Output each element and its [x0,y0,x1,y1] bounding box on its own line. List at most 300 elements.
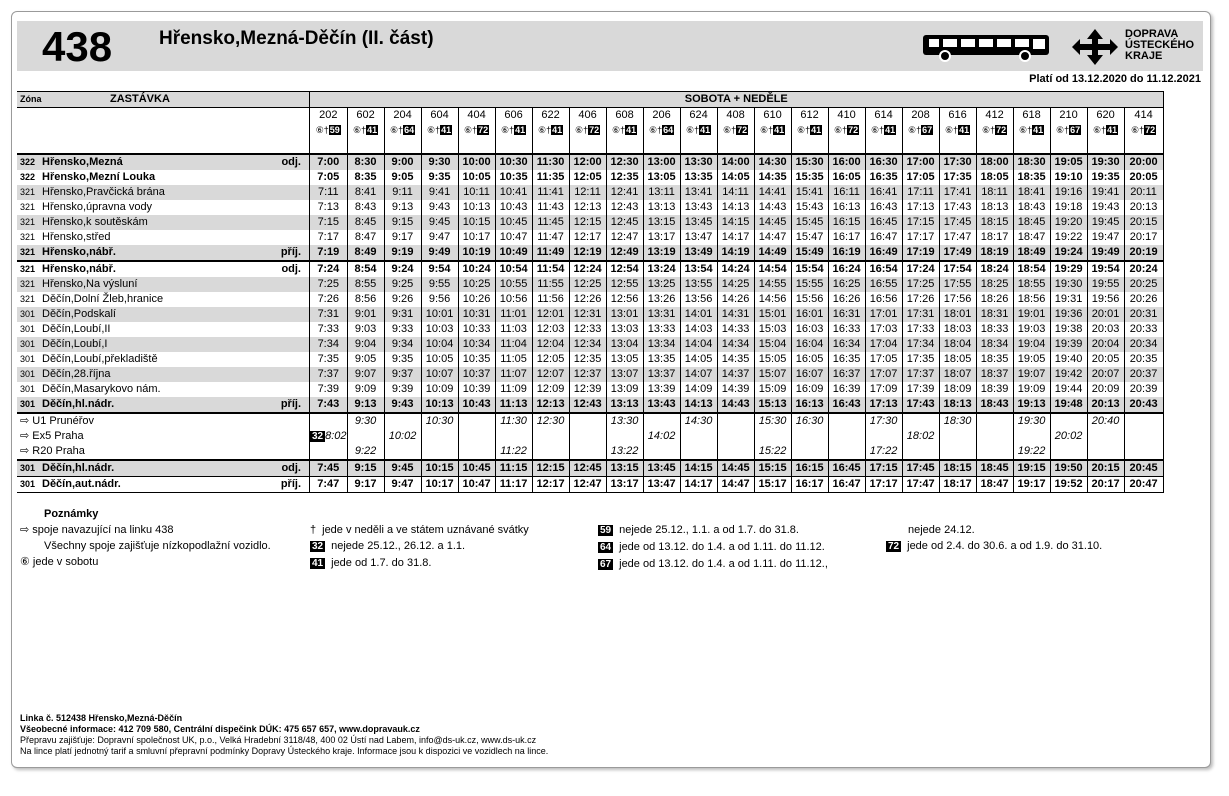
departure-time: 12:47 [569,477,606,493]
connection-text: ⇨ R20 Praha [20,445,85,457]
departure-time: 10:19 [458,245,495,261]
zone-number: 322 [20,172,36,182]
departure-time: 12:01 [532,307,569,322]
departure-time: 16:05 [828,170,865,185]
trip-code-mark: ⑥†72 [723,125,748,135]
departure-time: 19:41 [1087,185,1124,200]
departure-time: 10:13 [458,200,495,215]
trip-number: 210 [1050,108,1087,124]
departure-time: 17:55 [939,277,976,292]
note-code-†: † [310,524,317,536]
departure-time: 20:31 [1124,307,1163,322]
connection-time [347,429,384,444]
departure-time: 20:39 [1124,382,1163,397]
departure-time: 17:00 [902,154,939,170]
departure-time: 13:04 [606,337,643,352]
connection-time: 13:22 [606,444,643,460]
departure-time: 7:05 [310,170,348,185]
departure-time: 18:54 [1013,261,1050,277]
trip-number: 624 [680,108,717,124]
departure-time: 17:54 [939,261,976,277]
departure-time: 18:41 [1013,185,1050,200]
trip-number: 618 [1013,108,1050,124]
stop-name: Děčín,28.října [42,368,111,380]
departure-time: 12:04 [532,337,569,352]
stop-name-cell [17,245,310,261]
connection-time: 15:22 [754,444,791,460]
departure-time: 18:45 [976,460,1013,477]
departure-time: 11:56 [532,292,569,307]
trip-code [791,123,828,138]
connection-time [458,413,495,429]
departure-time: 13:34 [643,337,680,352]
trip-code [976,123,1013,138]
trip-code-mark: ⑥†64 [649,125,674,135]
departure-time: 14:07 [680,367,717,382]
stop-spacer [17,108,310,124]
departure-time: 9:45 [421,215,458,230]
departure-time: 17:30 [939,154,976,170]
connection-time [865,429,902,444]
departure-time: 15:13 [754,397,791,413]
departure-time: 14:05 [680,352,717,367]
trip-code-mark: ⑥†67 [908,125,933,135]
departure-time: 9:19 [384,245,421,261]
timetable-row [17,322,1163,337]
departure-time: 11:55 [532,277,569,292]
departure-time: 9:31 [384,307,421,322]
departure-time: 10:15 [458,215,495,230]
departure-time: 18:09 [939,382,976,397]
departure-time: 19:05 [1050,154,1087,170]
departure-time: 7:25 [310,277,348,292]
departure-time: 13:15 [606,460,643,477]
note-low-floor: Všechny spoje zajišťuje nízkopodlažní vozidlo. [44,540,271,552]
trip-code [532,123,569,138]
departure-time: 18:01 [939,307,976,322]
departure-time: 18:30 [1013,154,1050,170]
departure-time: 13:54 [680,261,717,277]
departure-time: 11:30 [532,154,569,170]
departure-time: 13:03 [606,322,643,337]
connection-time [458,429,495,444]
departure-time: 15:07 [754,367,791,382]
stop-name: Hřensko,Na výsluní [42,278,138,290]
departure-time: 13:47 [643,477,680,493]
departure-time: 7:47 [310,477,348,493]
departure-time: 13:43 [680,200,717,215]
connection-time [1013,429,1050,444]
trip-code-mark: ⑥†72 [982,125,1007,135]
trip-code-number: 72 [1145,125,1156,135]
departure-time: 7:37 [310,367,348,382]
departure-time: 12:37 [569,367,606,382]
departure-time: 9:15 [384,215,421,230]
connection-time [1124,444,1163,460]
departure-time: 11:05 [495,352,532,367]
trip-number: 408 [717,108,754,124]
notes-title: Poznámky [44,508,99,520]
departure-time: 9:47 [421,230,458,245]
departure-time: 18:07 [939,367,976,382]
note-item [598,539,828,556]
trip-code-number: 41 [367,125,378,135]
zone-number: 321 [20,264,36,274]
departure-time: 16:13 [791,397,828,413]
departure-time: 18:05 [939,352,976,367]
departure-time: 9:43 [421,200,458,215]
connection-time [939,429,976,444]
departure-time: 16:19 [828,245,865,261]
departure-time: 12:39 [569,382,606,397]
departure-time: 17:41 [939,185,976,200]
connection-time [902,444,939,460]
departure-time: 9:39 [384,382,421,397]
connection-time [310,444,348,460]
connection-time [1087,429,1124,444]
connection-time [421,429,458,444]
logo-text: DOPRAVA ÚSTECKÉHO KRAJE [1125,28,1195,62]
departure-time: 16:55 [865,277,902,292]
departure-time: 7:34 [310,337,348,352]
stop-name-cell [17,277,310,292]
notes-col1 [20,506,271,570]
departure-time: 9:41 [421,185,458,200]
departure-time: 20:11 [1124,185,1163,200]
departure-time: 15:09 [754,382,791,397]
connection-time [643,413,680,429]
connection-label [17,444,310,460]
departure-time: 18:39 [976,382,1013,397]
stop-name-cell [17,200,310,215]
departure-time: 10:09 [421,382,458,397]
departure-time: 9:13 [347,397,384,413]
departure-time: 19:04 [1013,337,1050,352]
trip-code-number: 67 [922,125,933,135]
departure-time: 18:34 [976,337,1013,352]
departure-time: 17:17 [902,230,939,245]
stop-name-cell [17,170,310,185]
departure-time: 11:13 [495,397,532,413]
zone-number: 301 [20,339,36,349]
trip-number: 608 [606,108,643,124]
stop-label: ZASTÁVKA [110,93,170,105]
departure-time: 17:43 [939,200,976,215]
departure-time: 17:47 [939,230,976,245]
departure-time: 19:42 [1050,367,1087,382]
departure-time: 7:00 [310,154,348,170]
stop-name-cell [17,154,310,170]
departure-time: 19:55 [1087,277,1124,292]
connection-time: 12:30 [532,413,569,429]
departure-time: 10:00 [458,154,495,170]
stop-name-cell [17,352,310,367]
departure-time: 14:19 [717,245,754,261]
stop-name: Hřensko,Pravčická brána [42,186,165,198]
trip-number: 620 [1087,108,1124,124]
departure-time: 12:26 [569,292,606,307]
spacer-cell [643,138,680,154]
trip-code-mark: ⑥†41 [1093,125,1118,135]
departure-time: 13:00 [643,154,680,170]
departure-time: 16:11 [828,185,865,200]
departure-time: 13:30 [680,154,717,170]
departure-time: 10:47 [458,477,495,493]
connection-time [1087,444,1124,460]
trip-code-mark: ⑥†72 [464,125,489,135]
note-item [310,538,529,555]
departure-time: 12:43 [606,200,643,215]
departure-time: 12:24 [569,261,606,277]
departure-time: 9:05 [347,352,384,367]
departure-time: 9:17 [347,477,384,493]
stop-name: Děčín,hl.nádr. [42,398,115,410]
note-item [598,522,828,539]
departure-time: 12:41 [606,185,643,200]
departure-time: 13:41 [680,185,717,200]
departure-time: 12:19 [569,245,606,261]
trip-number: 202 [310,108,348,124]
departure-time: 13:56 [680,292,717,307]
departure-time: 13:47 [680,230,717,245]
trip-number: 604 [421,108,458,124]
departure-time: 16:54 [865,261,902,277]
connection-time: 15:30 [754,413,791,429]
connection-time [828,444,865,460]
departure-time: 7:35 [310,352,348,367]
spacer-cell [1050,138,1087,154]
departure-time: 11:09 [495,382,532,397]
departure-time: 16:26 [828,292,865,307]
departure-time: 8:30 [347,154,384,170]
stop-name-cell [17,382,310,397]
stop-name: Hřensko,nábř. [42,263,116,275]
connection-time: 17:30 [865,413,902,429]
departure-time: 18:47 [1013,230,1050,245]
departure-time: 9:15 [347,460,384,477]
departure-time: 14:17 [680,477,717,493]
footer-tariff: Na lince platí jednotný tarif a smluvní přepravní podmínky Dopravy Ústeckého kraje. Informace jsou k dispozici ve vozidlech na lince. [20,746,549,756]
departure-time: 9:26 [384,292,421,307]
timetable-row [17,292,1163,307]
departure-time: 18:33 [976,322,1013,337]
departure-time: 12:33 [569,322,606,337]
departure-time: 14:35 [754,170,791,185]
departure-time: 11:45 [532,215,569,230]
departure-time: 13:05 [606,352,643,367]
days-label: SOBOTA + NEDĚLE [310,92,1164,108]
departure-time: 15:30 [791,154,828,170]
arr-dep-mark: příj. [280,246,301,258]
departure-time: 18:15 [939,460,976,477]
departure-time: 15:56 [791,292,828,307]
departure-time: 12:17 [532,477,569,493]
departure-time: 10:41 [495,185,532,200]
departure-time: 9:47 [384,477,421,493]
departure-time: 19:01 [1013,307,1050,322]
trip-code [458,123,495,138]
departure-time: 16:24 [828,261,865,277]
departure-time: 17:01 [865,307,902,322]
departure-time: 9:33 [384,322,421,337]
departure-time: 13:43 [643,397,680,413]
departure-time: 20:26 [1124,292,1163,307]
departure-time: 9:09 [347,382,384,397]
departure-time: 13:05 [643,170,680,185]
departure-time: 13:15 [643,215,680,230]
departure-time: 12:30 [606,154,643,170]
trip-code-row [17,123,1163,138]
connection-time [421,444,458,460]
note-text: nejede 24.12. [908,524,975,536]
departure-time: 14:55 [754,277,791,292]
note-code-72: 72 [888,541,900,552]
departure-time: 7:11 [310,185,348,200]
arr-dep-mark: odj. [281,156,301,168]
departure-time: 20:03 [1087,322,1124,337]
trip-code-number: 64 [663,125,674,135]
departure-time: 7:45 [310,460,348,477]
spacer-cell [1124,138,1163,154]
connection-time [569,444,606,460]
trip-code-mark: ⑥†41 [686,125,711,135]
departure-time: 12:54 [606,261,643,277]
departure-time: 7:24 [310,261,348,277]
departure-time: 13:35 [643,352,680,367]
connection-time [532,429,569,444]
zone-number: 321 [20,247,36,257]
zone-number: 322 [20,157,36,167]
trip-code [421,123,458,138]
trip-code-mark: ⑥†64 [390,125,415,135]
departure-time: 9:11 [384,185,421,200]
departure-time: 14:33 [717,322,754,337]
departure-time: 9:05 [384,170,421,185]
spacer-cell [606,138,643,154]
zone-number: 321 [20,187,36,197]
departure-time: 19:13 [1013,397,1050,413]
departure-time: 10:39 [458,382,495,397]
stop-name: Hřensko,Mezní Louka [42,171,156,183]
spacer-cell [828,138,865,154]
departure-time: 20:05 [1087,352,1124,367]
departure-time: 19:10 [1050,170,1087,185]
departure-time: 20:01 [1087,307,1124,322]
header-row [17,92,1163,108]
departure-time: 10:13 [421,397,458,413]
departure-time: 12:13 [569,200,606,215]
departure-time: 10:05 [458,170,495,185]
connection-label [17,413,310,429]
departure-time: 17:11 [902,185,939,200]
stop-name: Hřensko,nábř. [42,246,116,258]
departure-time: 19:48 [1050,397,1087,413]
spacer-cell [421,138,458,154]
connection-time: 9:22 [347,444,384,460]
departure-time: 19:38 [1050,322,1087,337]
departure-time: 10:11 [458,185,495,200]
departure-time: 10:26 [458,292,495,307]
departure-time: 12:34 [569,337,606,352]
timetable-row [17,200,1163,215]
departure-time: 17:39 [902,382,939,397]
departure-time: 15:04 [754,337,791,352]
departure-time: 10:24 [458,261,495,277]
departure-time: 14:11 [717,185,754,200]
departure-time: 19:24 [1050,245,1087,261]
departure-time: 10:01 [421,307,458,322]
departure-time: 17:35 [939,170,976,185]
note-item [598,556,828,573]
spacer-cell [1013,138,1050,154]
departure-time: 10:35 [458,352,495,367]
departure-time: 17:45 [902,460,939,477]
trip-code [1050,123,1087,138]
departure-time: 10:43 [458,397,495,413]
trip-code [754,123,791,138]
departure-time: 19:40 [1050,352,1087,367]
trip-code-number: 41 [515,125,526,135]
notes-col2 [310,522,529,572]
connection-time [384,444,421,460]
departure-time: 17:07 [865,367,902,382]
connection-time [569,429,606,444]
departure-time: 16:49 [865,245,902,261]
departure-time: 9:56 [421,292,458,307]
connection-time: 20:40 [1087,413,1124,429]
departure-time: 11:15 [495,460,532,477]
departure-time: 18:56 [1013,292,1050,307]
trip-code [347,123,384,138]
departure-time: 14:37 [717,367,754,382]
departure-time: 10:07 [421,367,458,382]
departure-time: 16:39 [828,382,865,397]
departure-time: 20:17 [1124,230,1163,245]
note-text: nejede 25.12., 26.12. a 1.1. [331,540,466,552]
footer-operator: Přepravu zajišťuje: Dopravní společnost UK, p.o., Velká Hradební 3118/48, 400 02 Ústí nad Labem, info@ds-uk.cz, www.ds-uk.cz [20,735,537,745]
connection-time [1124,413,1163,429]
departure-time: 16:34 [828,337,865,352]
stop-name: Hřensko,úpravna vody [42,201,153,213]
note-code-67: 67 [600,559,612,570]
connection-time [643,444,680,460]
trip-code [495,123,532,138]
departure-time: 18:49 [1013,245,1050,261]
spacer-cell [865,138,902,154]
note-code-59: 59 [600,525,612,536]
departure-time: 14:35 [717,352,754,367]
departure-time: 18:43 [1013,200,1050,215]
departure-time: 19:43 [1087,200,1124,215]
departure-time: 9:34 [384,337,421,352]
connection-time [1050,444,1087,460]
trip-code-mark: ⑥†72 [575,125,600,135]
connection-time [791,444,828,460]
trip-code-mark: ⑥†41 [538,125,563,135]
stop-spacer [17,123,310,138]
departure-time: 9:35 [421,170,458,185]
departure-time: 17:56 [939,292,976,307]
departure-time: 12:05 [532,352,569,367]
departure-time: 17:25 [902,277,939,292]
note-saturday: ⑥ jede v sobotu [20,556,99,568]
trip-code-number: 72 [589,125,600,135]
departure-time: 10:31 [458,307,495,322]
trip-code-number: 41 [1033,125,1044,135]
departure-time: 16:15 [791,460,828,477]
timetable-table [17,91,1164,493]
departure-time: 20:35 [1124,352,1163,367]
